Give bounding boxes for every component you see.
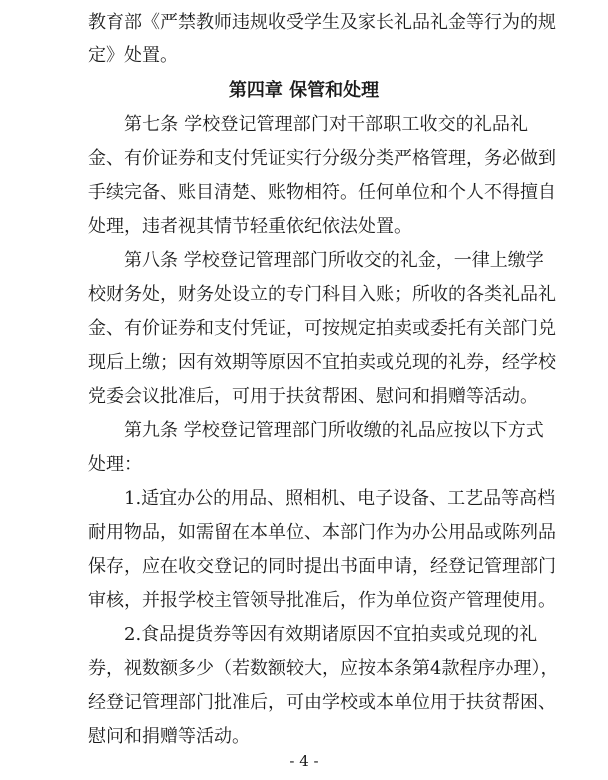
article-8-line: 金、有价证券和支付凭证，可按规定拍卖或委托有关部门兑	[88, 318, 556, 339]
article-9-line: 第九条 学校登记管理部门所收缴的礼品应按以下方式	[124, 420, 544, 441]
article-7-line: 手续完备、账目清楚、账物相符。任何单位和个人不得擅自	[88, 182, 556, 203]
item-1-line: 1.适宜办公的用品、照相机、电子设备、工艺品等高档	[124, 488, 556, 509]
page-number: - 4 -	[289, 752, 319, 770]
article-9-line: 处理：	[88, 454, 142, 475]
item-1-line: 审核，并报学校主管领导批准后，作为单位资产管理使用。	[88, 590, 556, 611]
text-line: 教育部《严禁教师违规收受学生及家长礼品礼金等行为的规	[88, 12, 556, 33]
item-1-line: 保存，应在收交登记的同时提出书面申请，经登记管理部门	[88, 556, 556, 577]
item-2-line: 2.食品提货券等因有效期诸原因不宜拍卖或兑现的礼	[124, 624, 538, 645]
item-1-line: 耐用物品，如需留在本单位、本部门作为办公用品或陈列品	[88, 522, 556, 543]
article-7-line: 第七条 学校登记管理部门对干部职工收交的礼品礼	[124, 114, 528, 135]
text-line: 定》处置。	[88, 45, 178, 66]
item-2-line: 券，视数额多少（若数额较大，应按本条第4款程序办理），	[88, 658, 559, 679]
article-7-line: 金、有价证券和支付凭证实行分级分类严格管理，务必做到	[88, 148, 556, 169]
chapter-heading: 第四章 保管和处理	[228, 80, 380, 101]
item-2-line: 慰问和捐赠等活动。	[88, 726, 250, 747]
article-8-line: 现后上缴；因有效期等原因不宜拍卖或兑现的礼券，经学校	[88, 352, 556, 373]
item-2-line: 经登记管理部门批准后，可由学校或本单位用于扶贫帮困、	[88, 692, 556, 713]
article-8-line: 校财务处，财务处设立的专门科目入账；所收的各类礼品礼	[88, 284, 556, 305]
article-7-line: 处理，违者视其情节轻重依纪依法处置。	[88, 216, 412, 237]
article-8-line: 党委会议批准后，可用于扶贫帮困、慰问和捐赠等活动。	[88, 386, 538, 407]
article-8-line: 第八条 学校登记管理部门所收交的礼金，一律上缴学	[124, 250, 544, 271]
